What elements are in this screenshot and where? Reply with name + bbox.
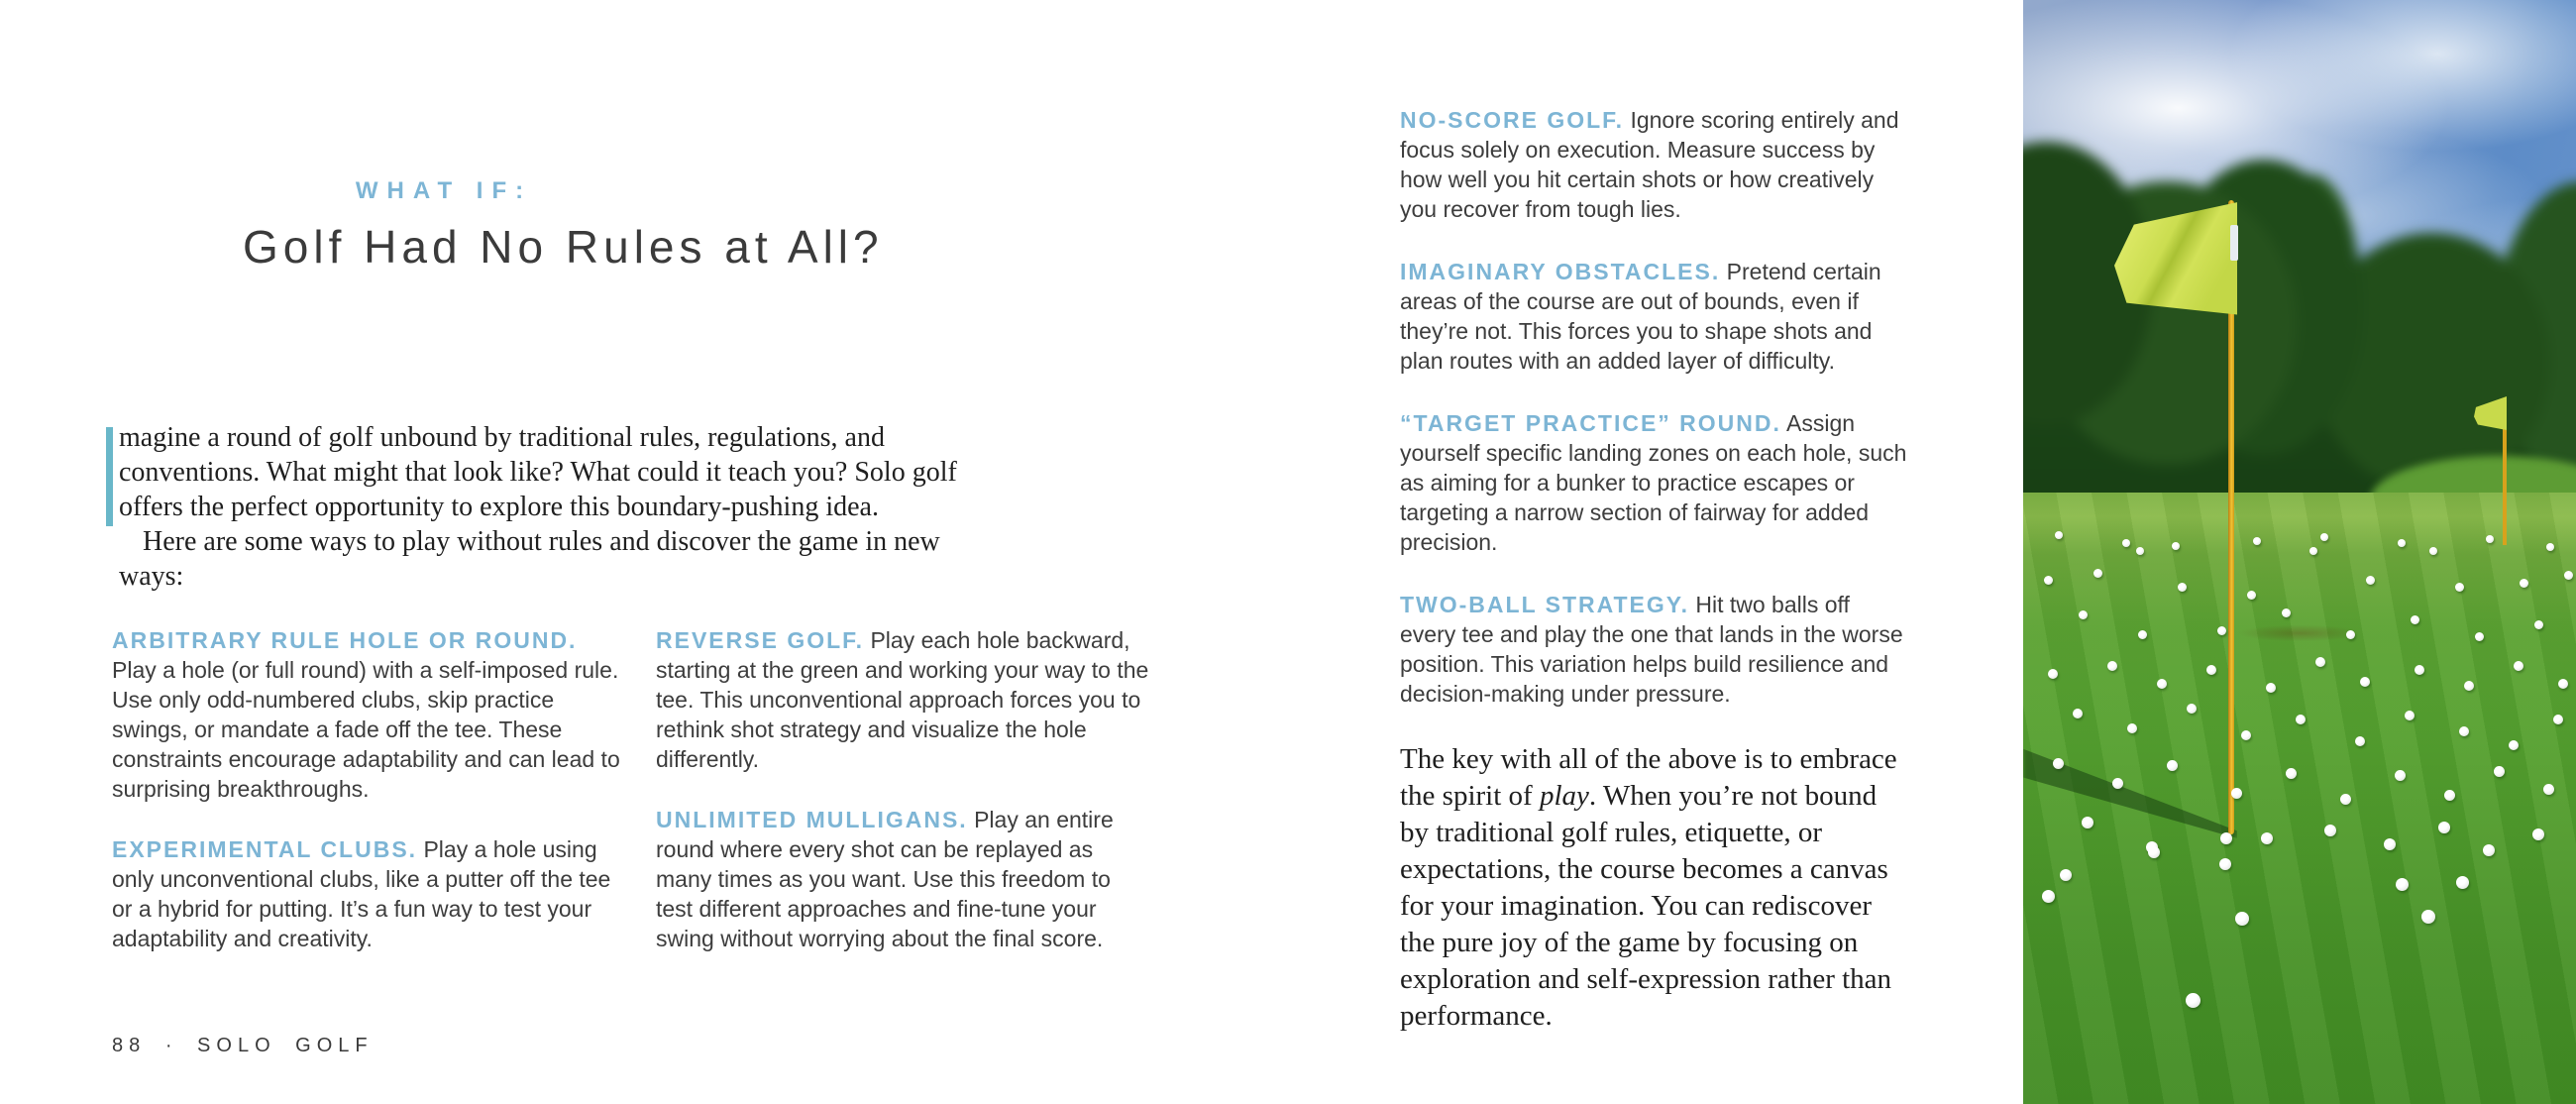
tip-body: Pretend certain areas of the course are out of bounds, even if they’re not. This forces you to shape shots and plan routes with an added layer of difficulty. <box>1400 259 1881 374</box>
golf-ball <box>2514 661 2523 671</box>
tip-unlimited-mulligans <box>656 805 1149 953</box>
golf-ball <box>2396 878 2409 891</box>
tip-heading: IMAGINARY OBSTACLES. <box>1400 259 1721 284</box>
golf-ball <box>2456 876 2469 889</box>
golf-ball <box>2042 890 2055 903</box>
golf-ball <box>2398 539 2406 547</box>
golf-ball <box>2464 681 2474 691</box>
golf-ball <box>2138 630 2147 639</box>
golf-ball <box>2253 537 2261 545</box>
golf-ball <box>2241 730 2251 740</box>
golf-ball <box>2421 910 2435 924</box>
tip-body: Play a hole using only unconventional clubs, like a putter off the tee or a hybrid for putting. It’s a fun way to test your adaptability and creativity. <box>112 836 611 951</box>
closing-text: The key with all of the above is to embrace the spirit of <box>1400 743 1897 812</box>
golf-ball <box>2384 838 2396 850</box>
golf-ball <box>2261 832 2273 844</box>
tip-body: Play each hole backward, starting at the green and working your way to the tee. This unconventional approach forces you to rethink shot strategy and visualize the hole differently. <box>656 627 1149 772</box>
tip-body: Play a hole (or full round) with a self-imposed rule. Use only odd-numbered clubs, skip practice swings, or mandate a fade off the tee. These constraints encourage adaptability and can lead to surprising breakthroughs. <box>112 657 620 802</box>
golf-ball <box>2483 844 2495 856</box>
golf-ball <box>2122 539 2130 547</box>
golf-ball <box>2411 615 2419 624</box>
tip-heading: ARBITRARY RULE HOLE OR ROUND. <box>112 627 578 653</box>
golf-ball <box>2355 736 2365 746</box>
tip-reverse-golf <box>656 625 1149 774</box>
tip-body: Play an entire round where every shot can be replayed as many times as you want. Use this freedom to test different approaches and fine-tune your swing without worrying about the final score. <box>656 807 1114 951</box>
golf-ball <box>2564 571 2573 580</box>
closing-paragraph <box>1400 741 1910 1035</box>
golf-ball <box>2324 825 2336 836</box>
golf-ball <box>2366 576 2375 585</box>
tip-heading: NO-SCORE GOLF. <box>1400 107 1625 133</box>
page-number: 88 <box>112 1035 147 1056</box>
golf-ball <box>2231 788 2242 799</box>
golf-ball <box>2220 832 2232 844</box>
golf-ball <box>2219 858 2231 870</box>
golf-ball <box>2048 669 2058 679</box>
tip-target-practice-round <box>1400 408 1910 557</box>
golf-ball <box>2172 542 2180 550</box>
golf-ball <box>2286 768 2297 779</box>
golf-ball <box>2167 760 2178 771</box>
golf-ball <box>2532 828 2544 840</box>
golf-ball <box>2509 740 2519 750</box>
golf-ball <box>2486 535 2494 543</box>
golf-ball <box>2186 993 2200 1008</box>
tip-two-ball-strategy <box>1400 590 1910 709</box>
tip-body: Ignore scoring entirely and focus solely on execution. Measure success by how well you hit certain shots or how creatively you recover from tough lies. <box>1400 107 1899 222</box>
tip-body: Hit two balls off every tee and play the one that lands in the worse position. This variation helps build resilience and decision-making under pressure. <box>1400 592 1903 707</box>
golf-ball <box>2073 709 2083 718</box>
golf-ball <box>2247 591 2256 600</box>
driving-range-photo <box>2023 0 2576 1104</box>
golf-ball <box>2315 657 2325 667</box>
golf-ball <box>2060 869 2072 881</box>
kicker: WHAT IF: <box>355 177 533 204</box>
golf-ball <box>2320 533 2328 541</box>
tip-arbitrary-rule <box>112 625 622 804</box>
golf-ball <box>2148 846 2160 858</box>
golf-ball <box>2157 679 2167 689</box>
intro-follow: Here are some ways to play without rules and discover the game in new ways: <box>119 526 940 592</box>
golf-ball <box>2055 531 2063 539</box>
golf-ball <box>2546 543 2554 551</box>
golf-ball <box>2107 661 2117 671</box>
golf-ball <box>2079 610 2088 619</box>
intro-lead: magine a round of golf unbound by traditional rules, regulations, and conventions. What might that look like? What could it teach you? Solo golf offers the perfect opportunity to explore this boundary-pushing idea. <box>119 422 957 522</box>
book-title: SOLO GOLF <box>197 1035 374 1056</box>
golf-ball <box>2082 817 2093 828</box>
golf-ball <box>2494 766 2505 777</box>
golf-ball <box>2235 912 2249 926</box>
golf-ball <box>2459 726 2469 736</box>
tip-body: Assign yourself specific landing zones on each hole, such as aiming for a bunker to practice escapes or targeting a narrow section of fairway for added precision. <box>1400 410 1907 555</box>
golf-ball <box>2405 711 2415 720</box>
tip-heading: TWO-BALL STRATEGY. <box>1400 592 1689 617</box>
golf-ball <box>2217 626 2226 635</box>
golf-ball <box>2429 547 2437 555</box>
golf-ball <box>2475 632 2484 641</box>
column-left <box>112 625 622 984</box>
golf-ball <box>2136 547 2144 555</box>
column-middle <box>656 625 1149 984</box>
folio-separator: · <box>164 1035 178 1056</box>
tip-heading: UNLIMITED MULLIGANS. <box>656 807 968 832</box>
tip-heading: EXPERIMENTAL CLUBS. <box>112 836 418 862</box>
golf-ball <box>2053 758 2064 769</box>
golf-ball <box>2455 583 2464 592</box>
golf-ball <box>2187 704 2197 714</box>
golf-ball <box>2438 822 2450 833</box>
golf-balls <box>2023 0 2576 1104</box>
golf-ball <box>2044 576 2053 585</box>
golf-ball <box>2266 683 2276 693</box>
golf-ball <box>2558 679 2568 689</box>
golf-ball <box>2309 547 2317 555</box>
golf-ball <box>2093 569 2102 578</box>
golf-ball <box>2282 608 2291 617</box>
golf-ball <box>2534 620 2543 629</box>
golf-ball <box>2360 677 2370 687</box>
golf-ball <box>2553 715 2563 724</box>
tip-heading: “TARGET PRACTICE” ROUND. <box>1400 410 1781 436</box>
tip-imaginary-obstacles <box>1400 257 1910 376</box>
golf-ball <box>2444 790 2455 801</box>
tip-heading: REVERSE GOLF. <box>656 627 865 653</box>
column-right <box>1400 105 1910 1035</box>
golf-ball <box>2415 665 2424 675</box>
golf-ball <box>2346 630 2355 639</box>
golf-ball <box>2296 715 2306 724</box>
golf-ball <box>2520 579 2528 588</box>
golf-ball <box>2112 778 2123 789</box>
page-footer <box>112 1035 374 1057</box>
golf-ball <box>2543 784 2554 795</box>
tip-no-score-golf <box>1400 105 1910 224</box>
dropcap-bar <box>106 427 113 526</box>
page-title: Golf Had No Rules at All? <box>243 221 884 273</box>
golf-ball <box>2178 583 2187 592</box>
golf-ball <box>2206 665 2216 675</box>
golf-ball <box>2127 723 2137 733</box>
closing-text: . When you’re not bound by traditional golf rules, etiquette, or expectations, the course becomes a canvas for your imagination. You can rediscover the pure joy of the game by focusing on exploration and self-expression rather than performance. <box>1400 780 1892 1032</box>
golf-ball <box>2395 770 2406 781</box>
golf-ball <box>2340 794 2351 805</box>
intro-block <box>106 420 998 594</box>
closing-italic-word: play <box>1539 780 1589 812</box>
tip-experimental-clubs <box>112 834 622 953</box>
